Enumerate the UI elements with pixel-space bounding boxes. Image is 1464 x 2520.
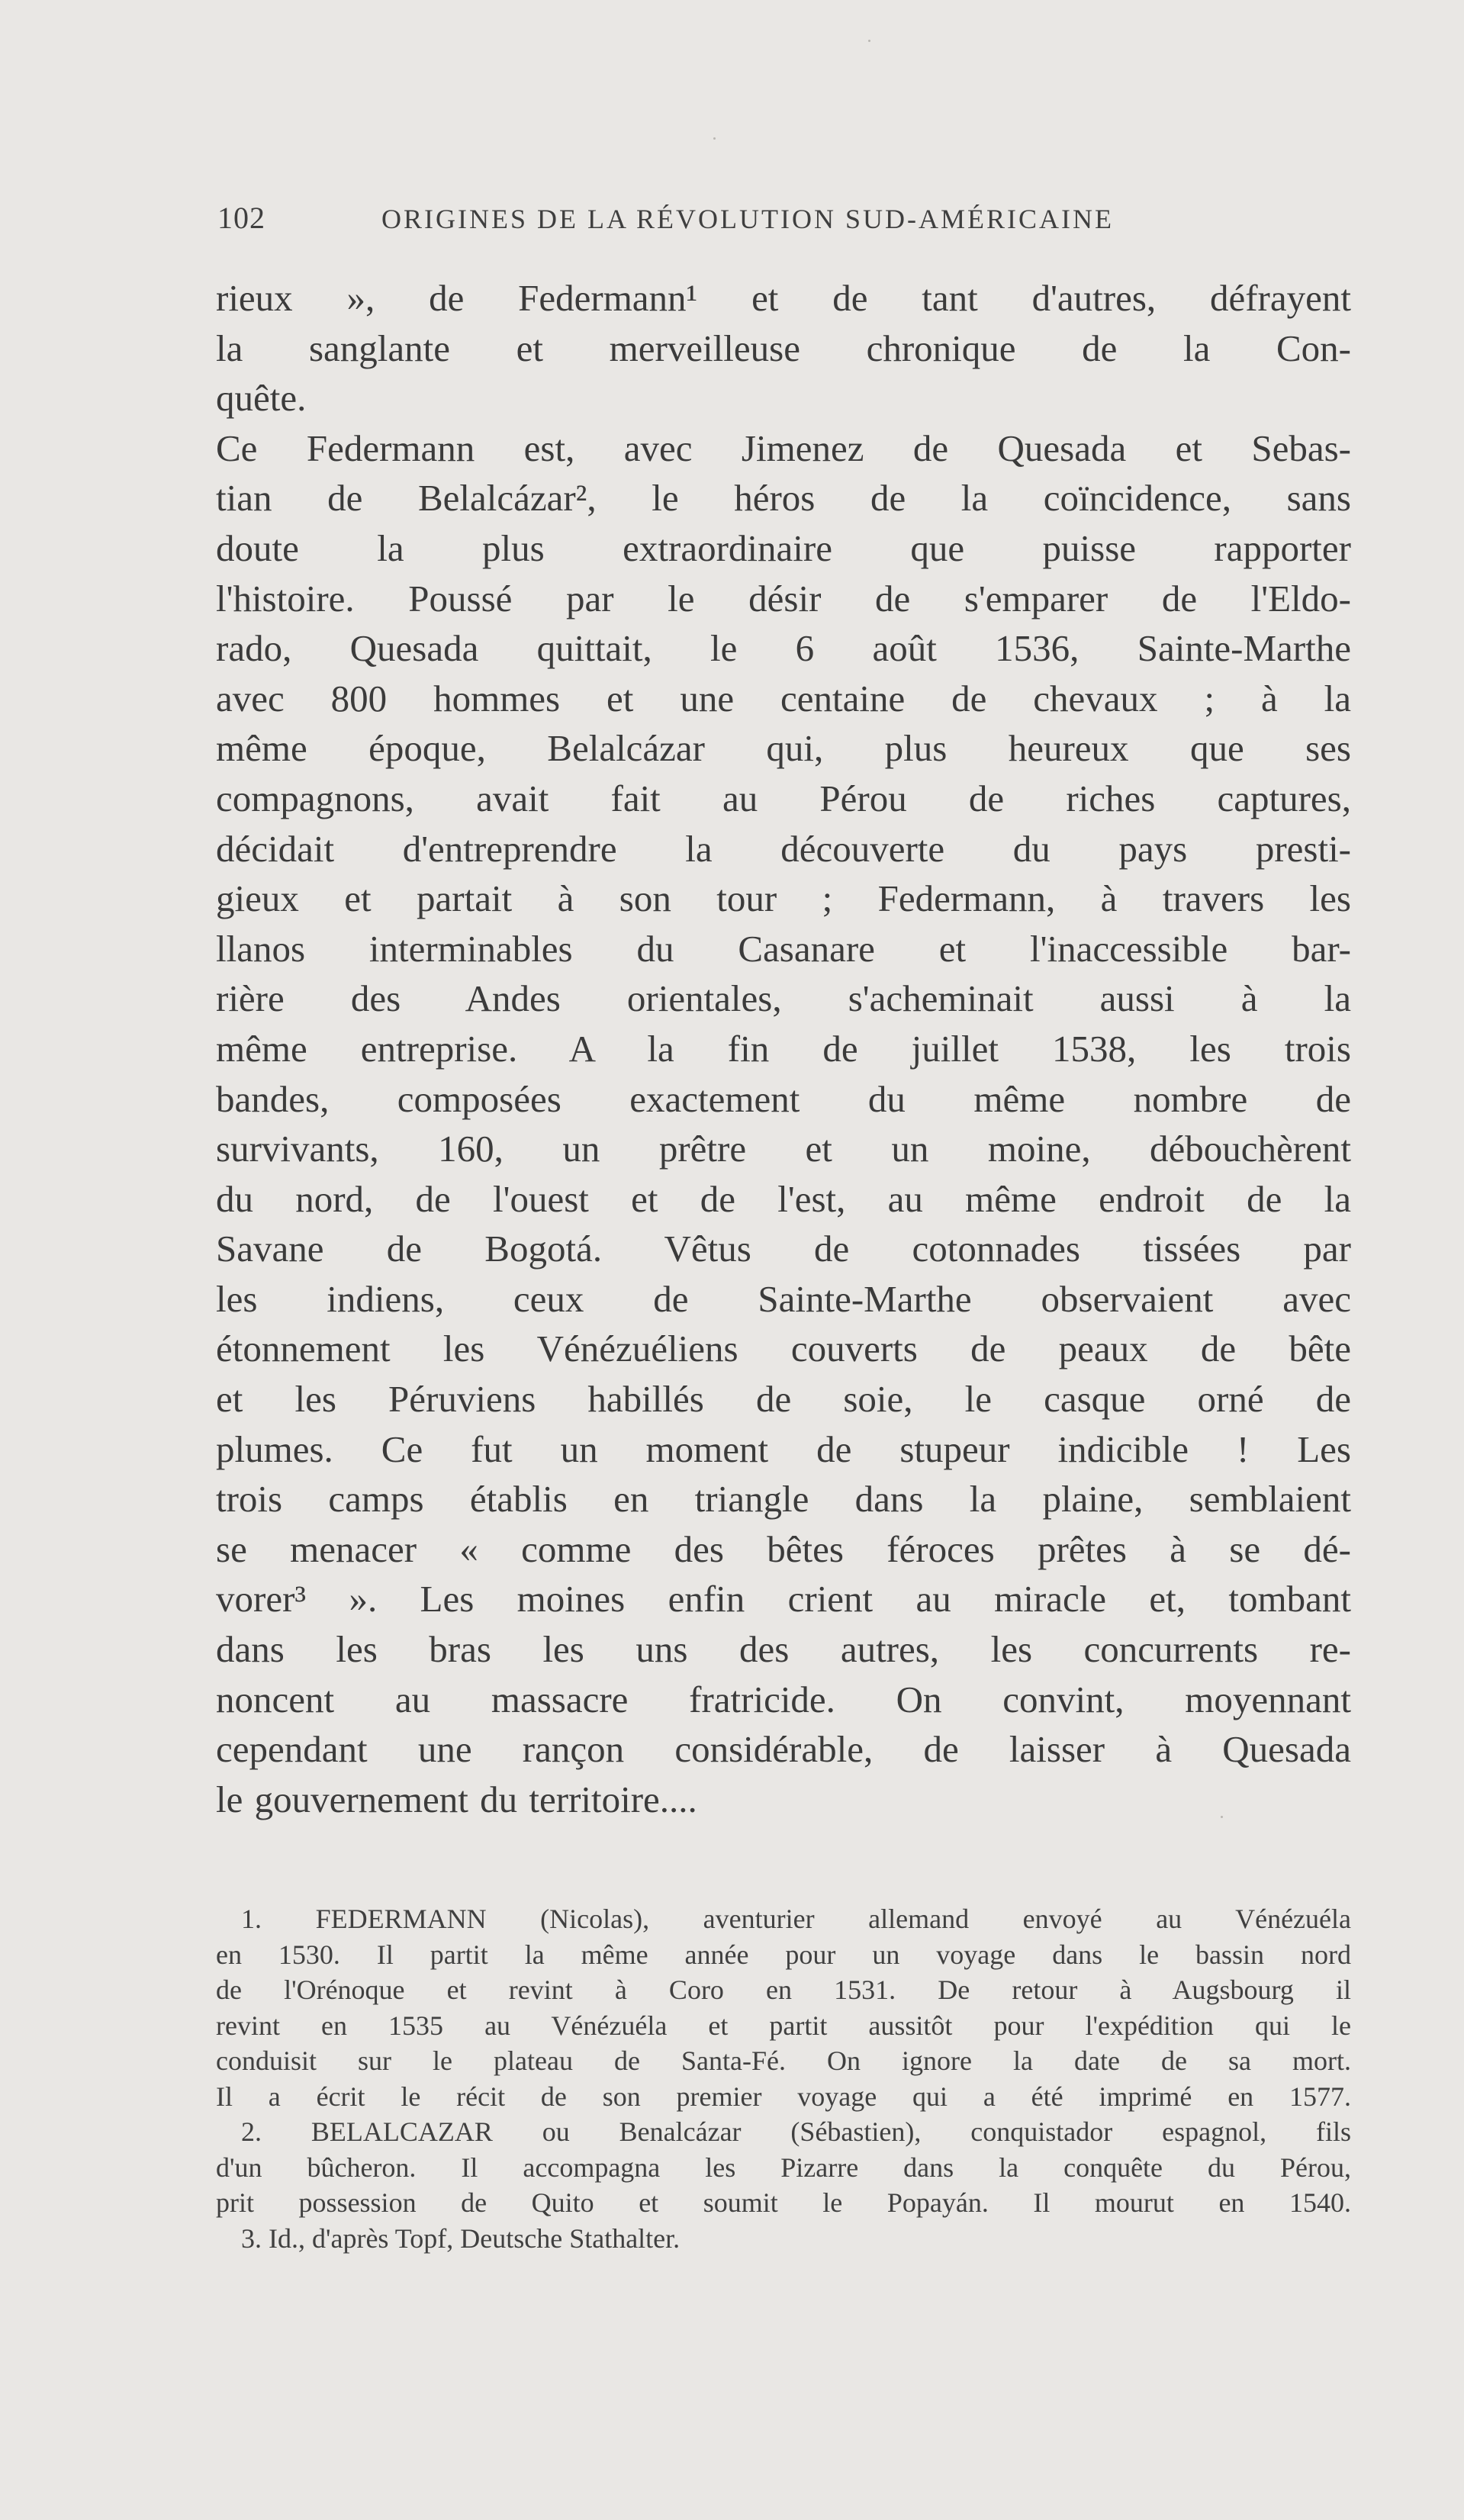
text-line: doute la plus extraordinaire que puisse rapporter xyxy=(216,526,1351,569)
text-line: étonnement les Vénézuéliens couverts de peaux de bête xyxy=(216,1328,1351,1370)
footnote-line: 2. BELALCAZAR ou Benalcázar (Sébastien), conquistador espagnol, fils xyxy=(241,2116,1351,2147)
text-line: rière des Andes orientales, s'acheminait aussi à la xyxy=(216,977,1351,1020)
text-line: bandes, composées exactement du même nombre de xyxy=(216,1077,1351,1120)
text-line: cependant une rançon considérable, de laisser à Quesada xyxy=(216,1728,1351,1771)
body-text xyxy=(216,273,1351,1824)
text-line: noncent au massacre fratricide. On convint, moyennant xyxy=(216,1678,1351,1720)
footnote-line: en 1530. Il partit la même année pour un voyage dans le bassin nord xyxy=(216,1939,1351,1970)
footnote-line: 3. Id., d'après Topf, Deutsche Stathalter. xyxy=(241,2222,681,2254)
text-line: quête. xyxy=(216,377,307,420)
footnote-line: 1. FEDERMANN (Nicolas), aventurier allemand envoyé au Vénézuéla xyxy=(241,1904,1351,1934)
page-number: 102 xyxy=(217,201,265,235)
footnote-line: de l'Orénoque et revint à Coro en 1531. De retour à Augsbourg il xyxy=(216,1974,1351,2005)
text-line: plumes. Ce fut un moment de stupeur indicible ! Les xyxy=(216,1427,1351,1470)
text-line: avec 800 hommes et une centaine de chevaux ; à la xyxy=(216,677,1351,719)
footnote-line: Il a écrit le récit de son premier voyage qui a été imprimé en 1577. xyxy=(216,2081,1351,2112)
footnote-line: revint en 1535 au Vénézuéla et partit aussitôt pour l'expédition qui le xyxy=(216,2010,1351,2041)
footnotes xyxy=(216,1901,1351,2256)
text-line: Ce Federmann est, avec Jimenez de Quesada et Sebas- xyxy=(216,426,1351,469)
paper-speck xyxy=(1221,1816,1223,1818)
footnote-line: conduisit sur le plateau de Santa-Fé. On ignore la date de sa mort. xyxy=(216,2045,1351,2076)
text-line: dans les bras les uns des autres, les concurrents re- xyxy=(216,1628,1351,1671)
text-line: llanos interminables du Casanare et l'inaccessible bar- xyxy=(216,927,1351,970)
text-line: même époque, Belalcázar qui, plus heureux que ses xyxy=(216,727,1351,770)
text-line: les indiens, ceux de Sainte-Marthe observaient avec xyxy=(216,1277,1351,1320)
text-line: vorer³ ». Les moines enfin crient au miracle et, tombant xyxy=(216,1578,1351,1620)
footnote-line: prit possession de Quito et soumit le Popayán. Il mourut en 1540. xyxy=(216,2187,1351,2218)
text-line: et les Péruviens habillés de soie, le casque orné de xyxy=(216,1378,1351,1421)
text-line: même entreprise. A la fin de juillet 1538, les trois xyxy=(216,1027,1351,1070)
text-line: gieux et partait à son tour ; Federmann, à travers les xyxy=(216,877,1351,920)
text-line: du nord, de l'ouest et de l'est, au même endroit de la xyxy=(216,1177,1351,1220)
footnote-line: d'un bûcheron. Il accompagna les Pizarre dans la conquête du Pérou, xyxy=(216,2151,1351,2183)
text-line: trois camps établis en triangle dans la plaine, semblaient xyxy=(216,1478,1351,1521)
running-title: ORIGINES DE LA RÉVOLUTION SUD-AMÉRICAINE xyxy=(381,204,1114,234)
text-line: compagnons, avait fait au Pérou de riches captures, xyxy=(216,777,1351,819)
paper-speck xyxy=(713,137,716,140)
text-line: l'histoire. Poussé par le désir de s'emparer de l'Eldo- xyxy=(216,577,1351,620)
text-line: survivants, 160, un prêtre et un moine, débouchèrent xyxy=(216,1128,1351,1170)
text-line: rado, Quesada quittait, le 6 août 1536, Sainte-Marthe xyxy=(216,627,1351,670)
text-line: se menacer « comme des bêtes féroces prêtes à se dé- xyxy=(216,1527,1351,1570)
text-line: décidait d'entreprendre la découverte du pays presti- xyxy=(216,827,1351,870)
text-line: le gouvernement du territoire.... xyxy=(216,1778,697,1820)
text-line: rieux », de Federmann¹ et de tant d'autres, défrayent xyxy=(216,277,1351,319)
text-line: tian de Belalcázar², le héros de la coïncidence, sans xyxy=(216,477,1351,520)
text-line: la sanglante et merveilleuse chronique de la Con- xyxy=(216,327,1351,369)
running-head xyxy=(217,200,1301,246)
paper-speck xyxy=(868,40,870,42)
text-line: Savane de Bogotá. Vêtus de cotonnades tissées par xyxy=(216,1228,1351,1270)
